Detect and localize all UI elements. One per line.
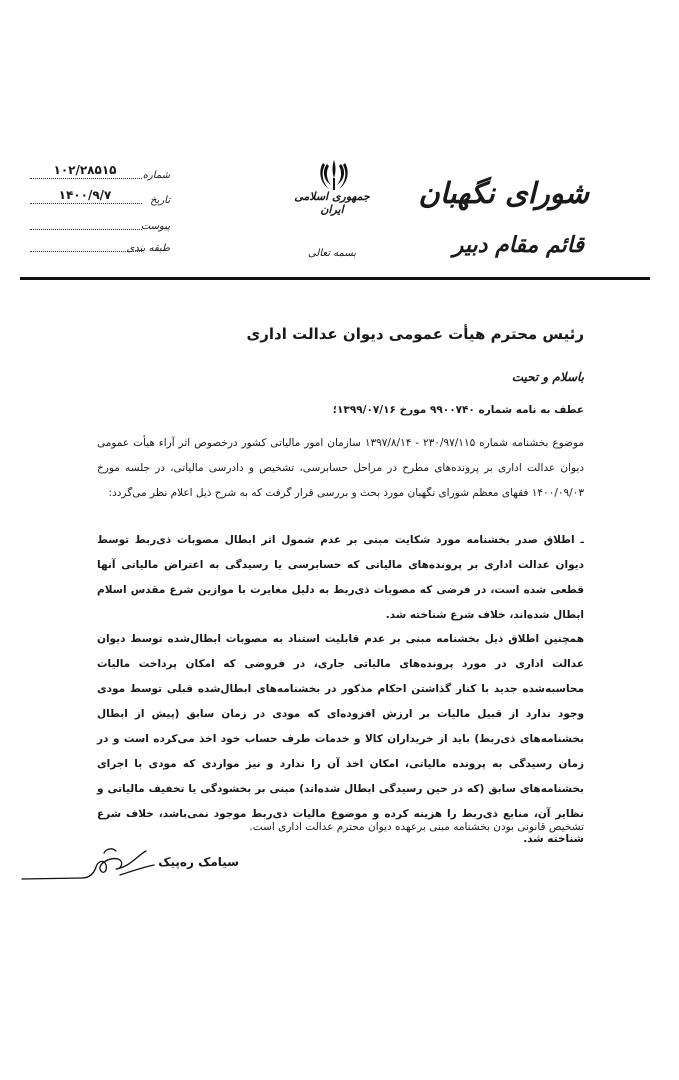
meta-label: شماره (142, 170, 170, 181)
header-divider (20, 277, 650, 280)
meta-label: تاریخ (150, 195, 170, 206)
meta-label: پیوست (140, 221, 170, 232)
signatory-name: سیامک ره‌پیک (158, 855, 239, 869)
reference-line: عطف به نامه شماره ۹۹۰۰۷۴۰ مورخ ۱۳۹۹/۰۷/۱۶؛ (332, 404, 584, 416)
emblem-caption: جمهوری اسلامی ایران (294, 190, 370, 216)
meta-classification (30, 238, 170, 254)
signature-scribble (20, 845, 160, 893)
meta-number (30, 165, 170, 181)
paragraph-intro: موضوع بخشنامه شماره ۲۳۰/۹۷/۱۱۵ - ۱۳۹۷/۸/۱۴ سازمان امور مالیاتی کشور درخصوص اثر آراء هیأت عمومی دیوان عدالت اداری بر پرونده‌های مطرح در مراحل حسابرسی، تشخیص و دادرسی مالیاتی، در جلسه مورخ ۱۴۰۰/۰۹/۰۳ فقهای معظم شورای نگهبان مورد بحث و بررسی قرار گرفت که به شرح ذیل اعلام نظر می‌گردد: (97, 437, 585, 499)
paragraph-ruling-1: ـ اطلاق صدر بخشنامه مورد شکایت مبنی بر عدم شمول اثر ابطال مصوبات ذی‌ربط توسط دیوان عدالت اداری بر پرونده‌های مالیاتی که حسابرسی یا رسیدگی به اعتراض مالیاتی آنها قطعی شده است، در فرضی که مصوبات ذی‌ربط به دلیل مغایرت با موازین شرع مقدس اسلام ابطال شده‌اند، خلاف شرع شناخته شد. (97, 534, 584, 621)
paragraph-ruling-2: همچنین اطلاق ذیل بخشنامه مبنی بر عدم قابلیت استناد به مصوبات ابطال‌شده توسط دیوان عدالت اداری در مورد پرونده‌های مالیاتی جاری، در فروضی که امکان پرداخت مالیات محاسبه‌شده جدید با کنار گذاشتن احکام مذکور در بخشنامه‌های ابطال‌شده قبلی توسط مودی وجود ندارد از قبیل مالیات بر ارزش افزوده‌ای که مودی در زمان سابق (پیش از ابطال بخشنامه‌های ذی‌ربط) باید از خریداران کالا و خدمات طرف حساب خود اخذ می‌کرده است و در زمان رسیدگی به پرونده مالیاتی، امکان اخذ آن را ندارد و نیز مواردی که مودی با اجرای بخشنامه‌های سابق (که در حین رسیدگی ابطال شده‌اند) مبنی بر بخشودگی یا تخفیف مالیاتی و نظایر آن، منابع ذی‌ربط را هزینه کرده و موضوع مالیات ذی‌ربط موجود نمی‌باشد، خلاف شرع شناخته شد. (97, 633, 584, 845)
letter-date: ۱۴۰۰/۹/۷ (58, 188, 112, 202)
addressee: رئیس محترم هیأت عمومی دیوان عدالت اداری (246, 325, 584, 343)
meta-date (30, 190, 170, 206)
basmala: بسمه تعالی (307, 248, 357, 259)
paragraph-closing: تشخیص قانونی بودن بخشنامه مبنی برعهده دیوان محترم عدالت اداری است. (249, 821, 584, 833)
iran-emblem-icon (318, 158, 350, 192)
meta-attachment (30, 216, 170, 232)
organization-name: شورای نگهبان (418, 176, 589, 210)
meta-label: طبقه بندی (126, 243, 170, 254)
greeting: باسلام و تحیت (511, 370, 584, 384)
office-title: قائم مقام دبیر (452, 232, 584, 258)
letter-number: ۱۰۲/۲۸۵۱۵ (53, 163, 117, 177)
